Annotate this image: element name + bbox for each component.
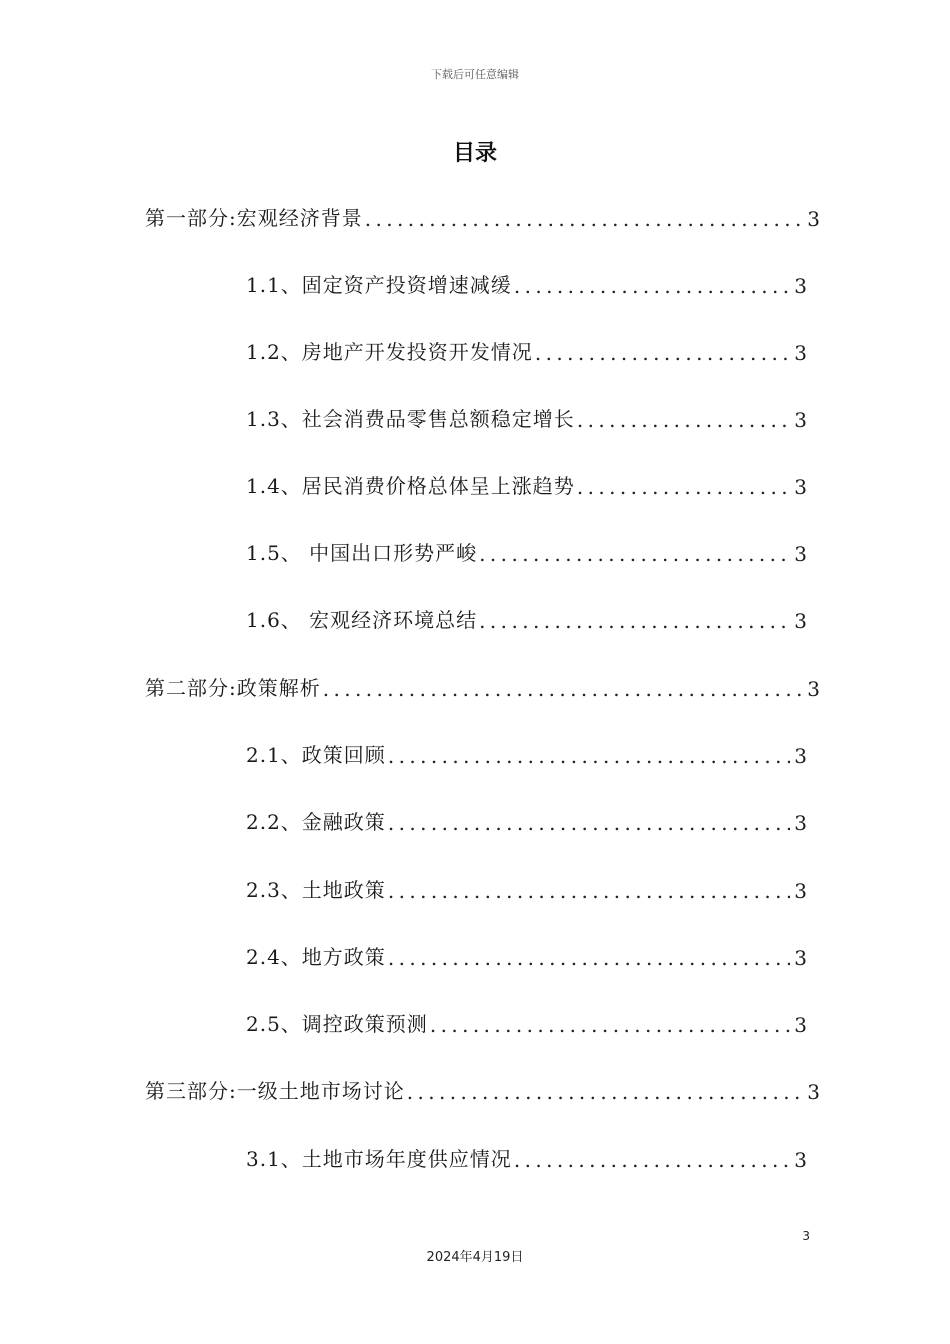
toc-entry-page: 3 bbox=[794, 274, 808, 298]
toc-entry-label: 1.6、 宏观经济环境总结 bbox=[246, 608, 478, 632]
toc-entry-page: 3 bbox=[794, 811, 808, 835]
toc-entry-label: 1.1、固定资产投资增速减缓 bbox=[246, 273, 512, 297]
toc-entry-label: 第一部分:宏观经济背景 bbox=[145, 206, 363, 230]
toc-dot-leader bbox=[323, 677, 804, 701]
toc-entry-label: 2.3、土地政策 bbox=[246, 878, 386, 902]
toc-dot-leader bbox=[365, 207, 804, 231]
toc-entry-page: 3 bbox=[794, 475, 808, 499]
toc-entry-page: 3 bbox=[794, 542, 808, 566]
toc-entry-1-5[interactable] bbox=[246, 536, 808, 566]
toc-entry-page: 3 bbox=[794, 609, 808, 633]
toc-entry-label: 2.2、金融政策 bbox=[246, 810, 386, 834]
toc-entry-label: 2.5、调控政策预测 bbox=[246, 1012, 428, 1036]
toc-entry-1-2[interactable] bbox=[246, 335, 808, 365]
toc-entry-label: 1.3、社会消费品零售总额稳定增长 bbox=[246, 407, 575, 431]
toc-dot-leader bbox=[514, 274, 790, 298]
toc-dot-leader bbox=[407, 1080, 804, 1104]
toc-entry-1-6[interactable] bbox=[246, 603, 808, 633]
toc-entry-1-4[interactable] bbox=[246, 469, 808, 499]
toc-entry-label: 2.4、地方政策 bbox=[246, 945, 386, 969]
toc-entry-1-1[interactable] bbox=[246, 268, 808, 298]
toc-entry-2-2[interactable] bbox=[246, 805, 808, 835]
toc-entry-page: 3 bbox=[794, 744, 808, 768]
toc-entry-label: 1.5、 中国出口形势严峻 bbox=[246, 541, 478, 565]
toc-entry-page: 3 bbox=[794, 946, 808, 970]
toc-entry-label: 3.1、土地市场年度供应情况 bbox=[246, 1147, 512, 1171]
toc-entry-label: 第三部分:一级土地市场讨论 bbox=[145, 1079, 405, 1103]
toc-dot-leader bbox=[388, 744, 790, 768]
toc-entry-2-3[interactable] bbox=[246, 873, 808, 903]
toc-entry-label: 1.4、居民消费价格总体呈上涨趋势 bbox=[246, 474, 575, 498]
toc-entry-page: 3 bbox=[794, 879, 808, 903]
toc-entry-1-3[interactable] bbox=[246, 402, 808, 432]
toc-entry-page: 3 bbox=[807, 207, 821, 231]
toc-entry-2-5[interactable] bbox=[246, 1007, 808, 1037]
toc-dot-leader bbox=[535, 341, 790, 365]
toc-dot-leader bbox=[577, 408, 790, 432]
toc-dot-leader bbox=[388, 946, 790, 970]
toc-dot-leader bbox=[479, 542, 790, 566]
footer-date: 2024年4月19日 bbox=[426, 1250, 524, 1265]
toc-title: 目录 bbox=[452, 141, 497, 166]
toc-dot-leader bbox=[430, 1013, 790, 1037]
toc-entry-part-1[interactable] bbox=[145, 201, 821, 231]
toc-entry-2-4[interactable] bbox=[246, 940, 808, 970]
toc-entry-label: 2.1、政策回顾 bbox=[246, 743, 386, 767]
toc-entry-2-1[interactable] bbox=[246, 738, 808, 768]
toc-entry-part-3[interactable] bbox=[145, 1074, 821, 1104]
toc-dot-leader bbox=[514, 1148, 790, 1172]
page-number: 3 bbox=[802, 1229, 810, 1243]
toc-entry-page: 3 bbox=[794, 1148, 808, 1172]
toc-entry-page: 3 bbox=[794, 408, 808, 432]
toc-entry-page: 3 bbox=[794, 341, 808, 365]
toc-entry-page: 3 bbox=[794, 1013, 808, 1037]
toc-entry-label: 1.2、房地产开发投资开发情况 bbox=[246, 340, 533, 364]
toc-entry-part-2[interactable] bbox=[145, 671, 821, 701]
toc-entry-page: 3 bbox=[807, 1080, 821, 1104]
toc-dot-leader bbox=[388, 879, 790, 903]
toc-entry-3-1[interactable] bbox=[246, 1142, 808, 1172]
toc-dot-leader bbox=[479, 609, 790, 633]
toc-entry-label: 第二部分:政策解析 bbox=[145, 676, 321, 700]
toc-dot-leader bbox=[388, 811, 790, 835]
header-note: 下载后可任意编辑 bbox=[431, 68, 519, 81]
toc-entry-page: 3 bbox=[807, 677, 821, 701]
toc-dot-leader bbox=[577, 475, 790, 499]
